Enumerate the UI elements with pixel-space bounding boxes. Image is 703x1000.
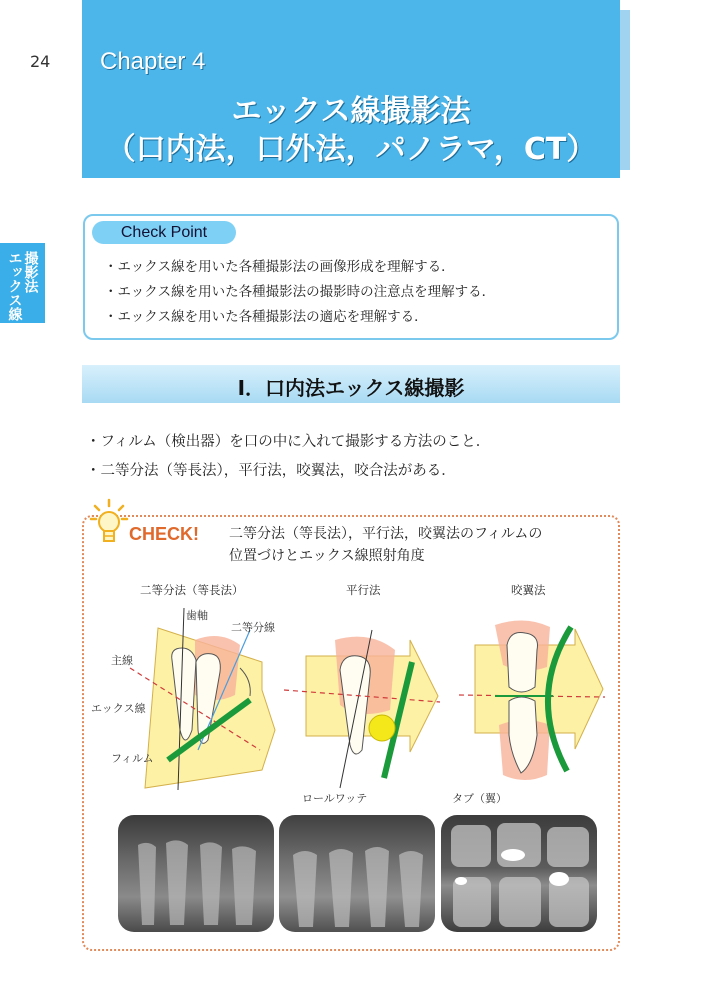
chapter-label: Chapter 4 xyxy=(100,48,206,75)
side-tab[interactable] xyxy=(0,243,45,323)
annotation-bisector: 二等分線 xyxy=(231,621,275,634)
annotation-central-ray: 主線 xyxy=(111,654,133,667)
check-point-item: ・エックス線を用いた各種撮影法の適応を理解する． xyxy=(104,309,428,325)
xray-image-parallel xyxy=(279,815,435,932)
body-text-line: ・二等分法（等長法），平行法，咬翼法，咬合法がある． xyxy=(86,463,456,479)
chapter-title-line-1: エックス線撮影法 xyxy=(231,94,471,129)
page-number: 24 xyxy=(30,52,51,71)
check-point-item: ・エックス線を用いた各種撮影法の撮影時の注意点を理解する． xyxy=(104,284,496,300)
annotation-tab: タブ（翼） xyxy=(452,792,507,805)
side-tab-line-1: エックス線 xyxy=(6,251,23,321)
check-title-line-1: 二等分法（等長法），平行法，咬翼法のフィルムの xyxy=(229,526,543,542)
section-heading xyxy=(82,365,620,403)
annotation-cotton-roll: ロールワッテ xyxy=(302,792,368,805)
annotation-tooth-axis: 歯軸 xyxy=(186,609,208,622)
annotation-x-ray: エックス線 xyxy=(91,702,146,715)
check-point-item: ・エックス線を用いた各種撮影法の画像形成を理解する． xyxy=(104,259,455,275)
annotation-film: フィルム xyxy=(111,752,154,765)
parallel-technique-diagram xyxy=(280,610,450,795)
chapter-title-line-2: （口内法，口外法，パノラマ，CT） xyxy=(105,132,597,167)
diagram-title-bitewing: 咬翼法 xyxy=(511,583,546,597)
xray-image-bisecting xyxy=(118,815,274,932)
side-tab-line-2: 撮影法 xyxy=(22,251,39,293)
section-title: Ⅰ．口内法エックス線撮影 xyxy=(237,376,465,400)
check-title-line-2: 位置づけとエックス線照射角度 xyxy=(229,548,425,564)
diagram-title-parallel: 平行法 xyxy=(346,583,381,597)
xray-image-bitewing xyxy=(441,815,597,932)
chapter-header xyxy=(82,0,620,178)
bitewing-technique-diagram xyxy=(455,605,620,795)
body-text-line: ・フィルム（検出器）を口の中に入れて撮影する方法のこと． xyxy=(86,434,491,450)
lightbulb-icon xyxy=(88,497,130,553)
check-label: CHECK! xyxy=(129,524,199,544)
diagram-title-bisecting: 二等分法（等長法） xyxy=(140,583,244,597)
check-point-label: Check Point xyxy=(92,221,236,244)
